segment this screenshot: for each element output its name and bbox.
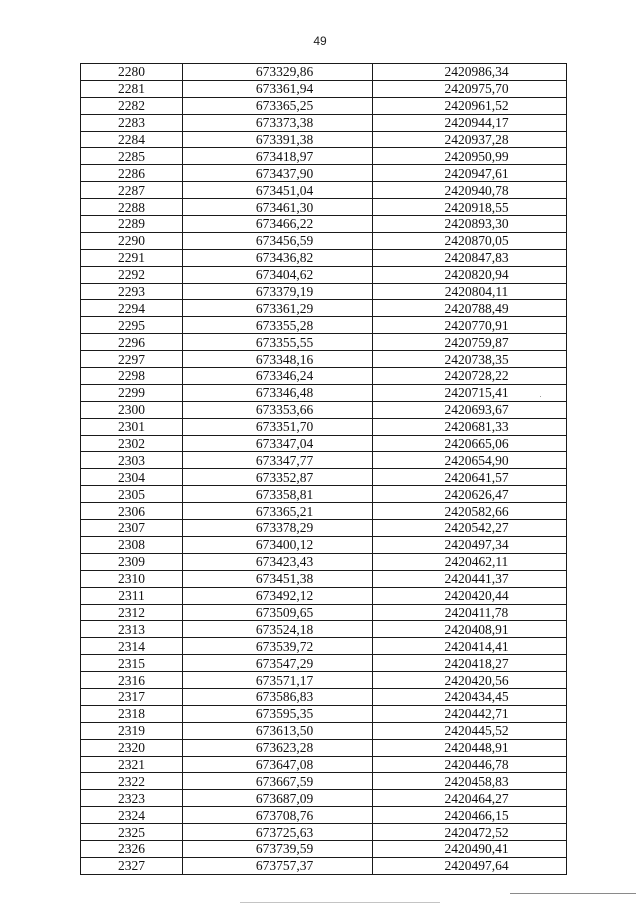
point-number-cell: 2327 xyxy=(81,857,183,874)
y-coordinate-cell: 2420472,52 xyxy=(373,824,567,841)
x-coordinate-cell: 673361,94 xyxy=(183,80,373,97)
point-number-cell: 2323 xyxy=(81,790,183,807)
y-coordinate-cell: 2420445,52 xyxy=(373,722,567,739)
point-number-cell: 2321 xyxy=(81,756,183,773)
point-number-cell: 2312 xyxy=(81,604,183,621)
y-coordinate-cell: 2420408,91 xyxy=(373,621,567,638)
coordinates-table-body xyxy=(81,64,567,875)
table-row xyxy=(81,452,567,469)
table-row xyxy=(81,334,567,351)
table-row xyxy=(81,283,567,300)
x-coordinate-cell: 673404,62 xyxy=(183,266,373,283)
point-number-cell: 2298 xyxy=(81,368,183,385)
x-coordinate-cell: 673595,35 xyxy=(183,705,373,722)
y-coordinate-cell: 2420918,55 xyxy=(373,199,567,216)
point-number-cell: 2294 xyxy=(81,300,183,317)
table-row xyxy=(81,97,567,114)
y-coordinate-cell: 2420893,30 xyxy=(373,216,567,233)
y-coordinate-cell: 2420947,61 xyxy=(373,165,567,182)
x-coordinate-cell: 673329,86 xyxy=(183,64,373,81)
coordinates-table xyxy=(80,63,567,875)
y-coordinate-cell: 2420944,17 xyxy=(373,114,567,131)
scan-artifact-line xyxy=(240,902,440,903)
point-number-cell: 2295 xyxy=(81,317,183,334)
y-coordinate-cell: 2420626,47 xyxy=(373,486,567,503)
x-coordinate-cell: 673365,21 xyxy=(183,503,373,520)
y-coordinate-cell: 2420961,52 xyxy=(373,97,567,114)
x-coordinate-cell: 673509,65 xyxy=(183,604,373,621)
y-coordinate-cell: 2420870,05 xyxy=(373,232,567,249)
point-number-cell: 2280 xyxy=(81,64,183,81)
table-row xyxy=(81,722,567,739)
y-coordinate-cell: 2420542,27 xyxy=(373,520,567,537)
x-coordinate-cell: 673358,81 xyxy=(183,486,373,503)
table-row xyxy=(81,621,567,638)
y-coordinate-cell: 2420458,83 xyxy=(373,773,567,790)
point-number-cell: 2303 xyxy=(81,452,183,469)
table-row xyxy=(81,807,567,824)
x-coordinate-cell: 673461,30 xyxy=(183,199,373,216)
y-coordinate-cell: 2420641,57 xyxy=(373,469,567,486)
point-number-cell: 2301 xyxy=(81,418,183,435)
point-number-cell: 2299 xyxy=(81,384,183,401)
y-coordinate-cell: 2420420,44 xyxy=(373,587,567,604)
x-coordinate-cell: 673613,50 xyxy=(183,722,373,739)
x-coordinate-cell: 673708,76 xyxy=(183,807,373,824)
point-number-cell: 2319 xyxy=(81,722,183,739)
x-coordinate-cell: 673623,28 xyxy=(183,739,373,756)
x-coordinate-cell: 673355,28 xyxy=(183,317,373,334)
table-row xyxy=(81,418,567,435)
table-row xyxy=(81,64,567,81)
table-row xyxy=(81,368,567,385)
point-number-cell: 2316 xyxy=(81,672,183,689)
x-coordinate-cell: 673347,04 xyxy=(183,435,373,452)
y-coordinate-cell: 2420950,99 xyxy=(373,148,567,165)
x-coordinate-cell: 673348,16 xyxy=(183,351,373,368)
table-row xyxy=(81,114,567,131)
point-number-cell: 2313 xyxy=(81,621,183,638)
y-coordinate-cell: 2420986,34 xyxy=(373,64,567,81)
y-coordinate-cell: 2420497,34 xyxy=(373,536,567,553)
table-row xyxy=(81,604,567,621)
point-number-cell: 2318 xyxy=(81,705,183,722)
x-coordinate-cell: 673687,09 xyxy=(183,790,373,807)
table-row xyxy=(81,790,567,807)
table-row xyxy=(81,520,567,537)
x-coordinate-cell: 673365,25 xyxy=(183,97,373,114)
point-number-cell: 2315 xyxy=(81,655,183,672)
y-coordinate-cell: 2420441,37 xyxy=(373,570,567,587)
table-row xyxy=(81,80,567,97)
table-row xyxy=(81,739,567,756)
point-number-cell: 2289 xyxy=(81,216,183,233)
table-row xyxy=(81,705,567,722)
x-coordinate-cell: 673524,18 xyxy=(183,621,373,638)
point-number-cell: 2308 xyxy=(81,536,183,553)
x-coordinate-cell: 673539,72 xyxy=(183,638,373,655)
x-coordinate-cell: 673352,87 xyxy=(183,469,373,486)
y-coordinate-cell: 2420681,33 xyxy=(373,418,567,435)
point-number-cell: 2311 xyxy=(81,587,183,604)
y-coordinate-cell: 2420788,49 xyxy=(373,300,567,317)
y-coordinate-cell: 2420654,90 xyxy=(373,452,567,469)
point-number-cell: 2300 xyxy=(81,401,183,418)
x-coordinate-cell: 673353,66 xyxy=(183,401,373,418)
table-row xyxy=(81,165,567,182)
y-coordinate-cell: 2420464,27 xyxy=(373,790,567,807)
y-coordinate-cell: 2420582,66 xyxy=(373,503,567,520)
point-number-cell: 2296 xyxy=(81,334,183,351)
y-coordinate-cell: 2420420,56 xyxy=(373,672,567,689)
point-number-cell: 2281 xyxy=(81,80,183,97)
x-coordinate-cell: 673667,59 xyxy=(183,773,373,790)
y-coordinate-cell: 2420446,78 xyxy=(373,756,567,773)
y-coordinate-cell: 2420728,22 xyxy=(373,368,567,385)
table-row xyxy=(81,570,567,587)
x-coordinate-cell: 673351,70 xyxy=(183,418,373,435)
point-number-cell: 2293 xyxy=(81,283,183,300)
point-number-cell: 2286 xyxy=(81,165,183,182)
point-number-cell: 2285 xyxy=(81,148,183,165)
y-coordinate-cell: 2420418,27 xyxy=(373,655,567,672)
scan-artifact-dot xyxy=(540,396,541,397)
y-coordinate-cell: 2420490,41 xyxy=(373,840,567,857)
x-coordinate-cell: 673346,24 xyxy=(183,368,373,385)
table-row xyxy=(81,553,567,570)
x-coordinate-cell: 673437,90 xyxy=(183,165,373,182)
point-number-cell: 2314 xyxy=(81,638,183,655)
table-row xyxy=(81,435,567,452)
x-coordinate-cell: 673346,48 xyxy=(183,384,373,401)
point-number-cell: 2291 xyxy=(81,249,183,266)
point-number-cell: 2309 xyxy=(81,553,183,570)
x-coordinate-cell: 673492,12 xyxy=(183,587,373,604)
point-number-cell: 2288 xyxy=(81,199,183,216)
point-number-cell: 2297 xyxy=(81,351,183,368)
y-coordinate-cell: 2420411,78 xyxy=(373,604,567,621)
y-coordinate-cell: 2420693,67 xyxy=(373,401,567,418)
y-coordinate-cell: 2420937,28 xyxy=(373,131,567,148)
x-coordinate-cell: 673586,83 xyxy=(183,688,373,705)
table-row xyxy=(81,536,567,553)
table-row xyxy=(81,773,567,790)
y-coordinate-cell: 2420462,11 xyxy=(373,553,567,570)
x-coordinate-cell: 673451,38 xyxy=(183,570,373,587)
table-row xyxy=(81,688,567,705)
point-number-cell: 2292 xyxy=(81,266,183,283)
x-coordinate-cell: 673451,04 xyxy=(183,182,373,199)
x-coordinate-cell: 673547,29 xyxy=(183,655,373,672)
point-number-cell: 2322 xyxy=(81,773,183,790)
x-coordinate-cell: 673379,19 xyxy=(183,283,373,300)
y-coordinate-cell: 2420940,78 xyxy=(373,182,567,199)
table-row xyxy=(81,351,567,368)
point-number-cell: 2287 xyxy=(81,182,183,199)
x-coordinate-cell: 673347,77 xyxy=(183,452,373,469)
x-coordinate-cell: 673355,55 xyxy=(183,334,373,351)
y-coordinate-cell: 2420804,11 xyxy=(373,283,567,300)
point-number-cell: 2320 xyxy=(81,739,183,756)
x-coordinate-cell: 673418,97 xyxy=(183,148,373,165)
x-coordinate-cell: 673378,29 xyxy=(183,520,373,537)
x-coordinate-cell: 673725,63 xyxy=(183,824,373,841)
x-coordinate-cell: 673391,38 xyxy=(183,131,373,148)
x-coordinate-cell: 673757,37 xyxy=(183,857,373,874)
x-coordinate-cell: 673361,29 xyxy=(183,300,373,317)
y-coordinate-cell: 2420665,06 xyxy=(373,435,567,452)
table-row xyxy=(81,638,567,655)
y-coordinate-cell: 2420414,41 xyxy=(373,638,567,655)
y-coordinate-cell: 2420759,87 xyxy=(373,334,567,351)
x-coordinate-cell: 673436,82 xyxy=(183,249,373,266)
page-number: 49 xyxy=(313,34,327,48)
point-number-cell: 2306 xyxy=(81,503,183,520)
table-row xyxy=(81,300,567,317)
y-coordinate-cell: 2420975,70 xyxy=(373,80,567,97)
table-row xyxy=(81,756,567,773)
scan-artifact-line xyxy=(510,893,636,894)
table-row xyxy=(81,655,567,672)
y-coordinate-cell: 2420820,94 xyxy=(373,266,567,283)
y-coordinate-cell: 2420442,71 xyxy=(373,705,567,722)
point-number-cell: 2317 xyxy=(81,688,183,705)
y-coordinate-cell: 2420448,91 xyxy=(373,739,567,756)
table-row xyxy=(81,503,567,520)
table-row xyxy=(81,384,567,401)
point-number-cell: 2310 xyxy=(81,570,183,587)
x-coordinate-cell: 673647,08 xyxy=(183,756,373,773)
point-number-cell: 2325 xyxy=(81,824,183,841)
table-row xyxy=(81,317,567,334)
point-number-cell: 2304 xyxy=(81,469,183,486)
table-row xyxy=(81,249,567,266)
y-coordinate-cell: 2420738,35 xyxy=(373,351,567,368)
table-row xyxy=(81,840,567,857)
table-row xyxy=(81,131,567,148)
x-coordinate-cell: 673400,12 xyxy=(183,536,373,553)
x-coordinate-cell: 673456,59 xyxy=(183,232,373,249)
table-row xyxy=(81,216,567,233)
table-row xyxy=(81,486,567,503)
x-coordinate-cell: 673423,43 xyxy=(183,553,373,570)
point-number-cell: 2307 xyxy=(81,520,183,537)
x-coordinate-cell: 673373,38 xyxy=(183,114,373,131)
point-number-cell: 2326 xyxy=(81,840,183,857)
point-number-cell: 2283 xyxy=(81,114,183,131)
y-coordinate-cell: 2420715,41 xyxy=(373,384,567,401)
table-row xyxy=(81,266,567,283)
x-coordinate-cell: 673571,17 xyxy=(183,672,373,689)
point-number-cell: 2284 xyxy=(81,131,183,148)
x-coordinate-cell: 673739,59 xyxy=(183,840,373,857)
point-number-cell: 2302 xyxy=(81,435,183,452)
y-coordinate-cell: 2420770,91 xyxy=(373,317,567,334)
table-row xyxy=(81,401,567,418)
table-row xyxy=(81,672,567,689)
table-row xyxy=(81,182,567,199)
x-coordinate-cell: 673466,22 xyxy=(183,216,373,233)
y-coordinate-cell: 2420466,15 xyxy=(373,807,567,824)
table-row xyxy=(81,857,567,874)
point-number-cell: 2324 xyxy=(81,807,183,824)
table-row xyxy=(81,824,567,841)
point-number-cell: 2305 xyxy=(81,486,183,503)
table-row xyxy=(81,469,567,486)
y-coordinate-cell: 2420434,45 xyxy=(373,688,567,705)
point-number-cell: 2282 xyxy=(81,97,183,114)
table-row xyxy=(81,148,567,165)
y-coordinate-cell: 2420497,64 xyxy=(373,857,567,874)
table-row xyxy=(81,199,567,216)
point-number-cell: 2290 xyxy=(81,232,183,249)
y-coordinate-cell: 2420847,83 xyxy=(373,249,567,266)
table-row xyxy=(81,587,567,604)
table-row xyxy=(81,232,567,249)
